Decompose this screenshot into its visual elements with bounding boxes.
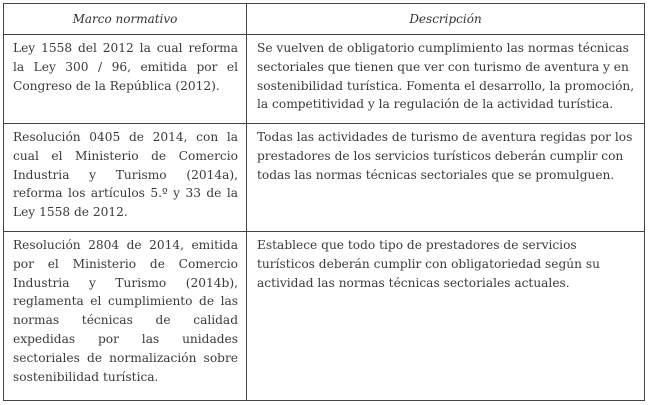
table-row bbox=[4, 124, 645, 232]
header-descripcion: Descripción bbox=[247, 4, 645, 35]
marco-cell bbox=[4, 35, 247, 124]
marco-text: Resolución 2804 de 2014, emitida por el Ministerio de Comercio Industria y Turismo (2014b), reglamenta el cumplimiento de las normas técnicas de calidad expedidas por las unidades sectoriales de normalización sobre sostenibilidad turística. bbox=[13, 238, 238, 384]
marco-cell bbox=[4, 232, 247, 401]
descripcion-text: Todas las actividades de turismo de aventura regidas por los prestadores de los servicios turísticos deberán cumplir con todas las normas técnicas sectoriales que se promulguen. bbox=[257, 130, 633, 182]
marco-text: Ley 1558 del 2012 la cual reforma la Ley 300 / 96, emitida por el Congreso de la República (2012). bbox=[13, 41, 238, 93]
table-header-row bbox=[4, 4, 645, 35]
marco-cell bbox=[4, 124, 247, 232]
descripcion-cell bbox=[247, 124, 645, 232]
regulatory-framework-table bbox=[3, 3, 645, 401]
marco-text: Resolución 0405 de 2014, con la cual el Ministerio de Comercio Industria y Turismo (2014a), reforma los artículos 5.º y 33 de la Ley 1558 de 2012. bbox=[13, 130, 238, 220]
descripcion-text: Se vuelven de obligatorio cumplimiento las normas técnicas sectoriales que tienen que ver con turismo de aventura y en sostenibilidad turística. Fomenta el desarrollo, la promoción, la competitividad y la regulación de la actividad turística. bbox=[257, 41, 635, 112]
descripcion-text: Establece que todo tipo de prestadores de servicios turísticos deberán cumplir con obligatoriedad según su actividad las normas técnicas sectoriales actuales. bbox=[257, 238, 600, 290]
table-row bbox=[4, 232, 645, 401]
table-row bbox=[4, 35, 645, 124]
descripcion-cell bbox=[247, 35, 645, 124]
descripcion-cell bbox=[247, 232, 645, 401]
header-marco-normativo: Marco normativo bbox=[4, 4, 247, 35]
